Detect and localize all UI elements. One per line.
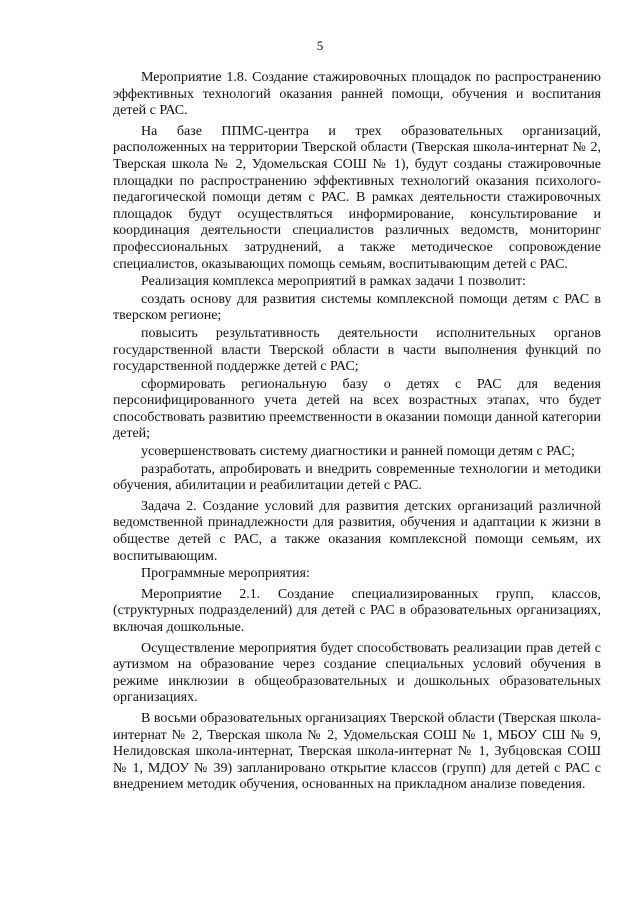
paragraph-inclusion: Осуществление мероприятия будет способствовать реализации прав детей с аутизмом на образование через создание специальных условий обучения в режиме инклюзии в общеобразовательных и дошкольных образовательных организациях. — [113, 640, 601, 706]
paragraph-eight-organizations: В восьми образовательных организациях Тверской области (Тверская школа-интернат № 2, Тверская школа № 2, Удомельская СОШ № 1, МБОУ СШ № 9, Нелидовская школа-интернат, Тверская школа-интернат № 1, Зубцовская СОШ № 1, МДОУ № 39) запланировано открытие классов (групп) для детей с РАС с внедрением методик обучения, основанных на прикладном анализе поведения. — [113, 710, 601, 793]
paragraph-event-2-1: Мероприятие 2.1. Создание специализированных групп, классов, (структурных подразделений) для детей с РАС в образовательных организациях, включая дошкольные. — [113, 586, 601, 635]
paragraph-event-1-8: Мероприятие 1.8. Создание стажировочных площадок по распространению эффективных технологий оказания ранней помощи, обучения и воспитания детей с РАС. — [113, 70, 601, 119]
paragraph-task-2: Задача 2. Создание условий для развития детских организаций различной ведомственной принадлежности для развития, обучения и адаптации к жизни в обществе детей с РАС, а также оказания комплексной помощи семьям, их воспитывающим. — [113, 498, 601, 564]
paragraph-task1-intro: Реализация комплекса мероприятий в рамках задачи 1 позволит: — [141, 274, 526, 290]
paragraph-outcome-2: повысить результативность деятельности исполнительных органов государственной власти Тверской области в части выполнения функций по государственной поддержке детей с РАС; — [113, 325, 601, 375]
paragraph-outcome-1: создать основу для развития системы комплексной помощи детям с РАС в тверском регионе; — [113, 291, 601, 324]
page-number: 5 — [316, 38, 324, 53]
paragraph-outcome-4: усовершенствовать систему диагностики и ранней помощи детям с РАС; — [141, 444, 575, 460]
paragraph-outcome-5: разработать, апробировать и внедрить современные технологии и методики обучения, абилитации и реабилитации детей с РАС. — [113, 461, 601, 494]
document-body — [113, 70, 601, 795]
paragraph-outcome-3: сформировать региональную базу о детях с РАС для ведения персонифицированного учета детей на всех возрастных этапах, что будет способствовать развитию преемственности в оказании помощи данной категории детей; — [113, 376, 601, 442]
paragraph-pilot-sites: На базе ППМС-центра и трех образовательных организаций, расположенных на территории Тверской области (Тверская школа-интернат № 2, Тверская школа № 2, Удомельская СОШ № 1), будут созданы стажировочные площадки по распространению эффективных технологий оказания психолого-педагогической помощи детям с РАС. В рамках деятельности стажировочных площадок будут осуществляться информирование, консультирование и координация деятельности специалистов различных ведомств, мониторинг профессиональных затруднений, а также методическое сопровождение специалистов, оказывающих помощь семьям, воспитывающим детей с РАС. — [113, 123, 601, 272]
paragraph-program-events: Программные мероприятия: — [141, 566, 310, 582]
